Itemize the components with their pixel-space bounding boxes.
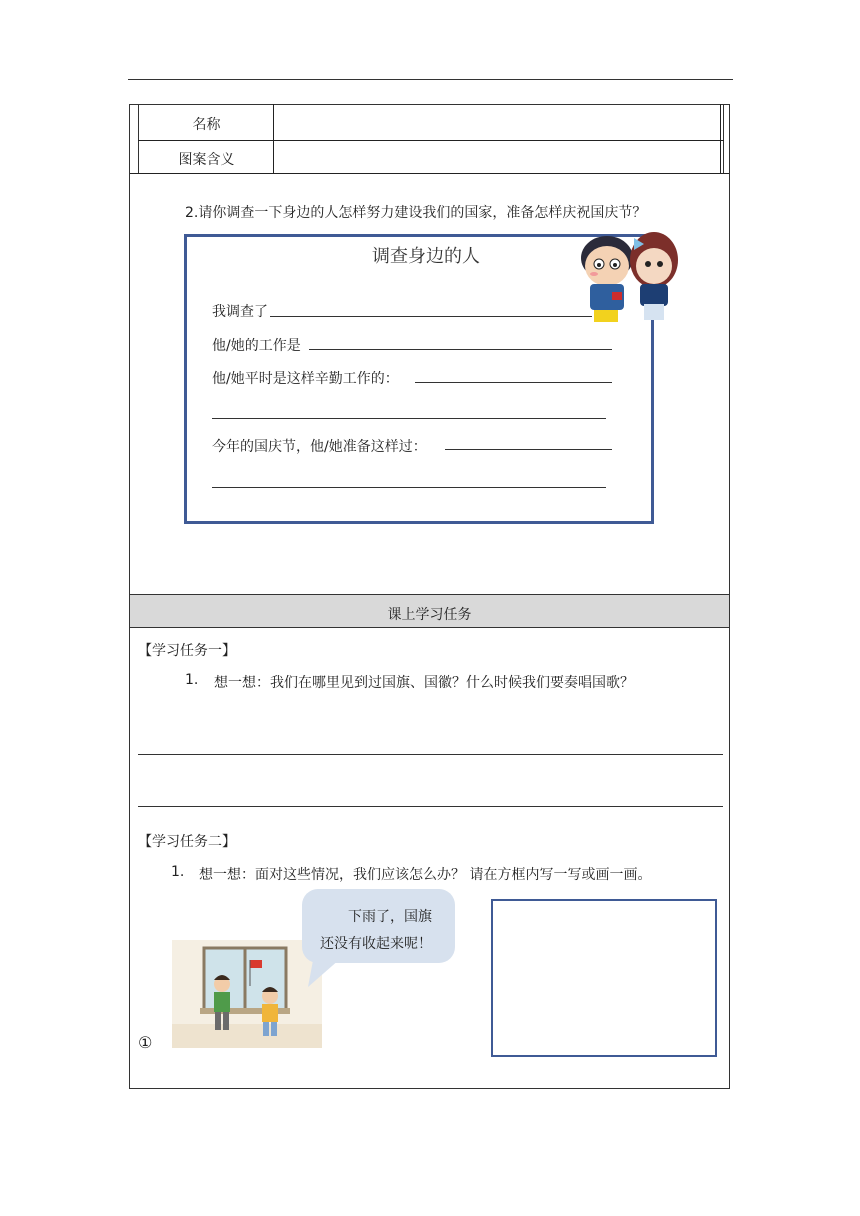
- survey-q4-answer-line[interactable]: [445, 449, 612, 450]
- task-2-heading: 【学习任务二】: [138, 834, 236, 850]
- task-1-answer-line-2[interactable]: [138, 806, 723, 807]
- header-rule: [128, 79, 733, 80]
- task-2-number: 1.: [171, 864, 185, 880]
- rainy-window-illustration: [172, 940, 322, 1048]
- survey-q2-label: 他/她的工作是: [212, 338, 301, 354]
- survey-q2-answer-line[interactable]: [309, 349, 612, 350]
- survey-q3-answer-line-2[interactable]: [212, 418, 606, 419]
- task-1-heading: 【学习任务一】: [138, 643, 236, 659]
- bubble-text-line-2: 还没有收起来呢！: [320, 936, 432, 952]
- bubble-text-line-1: 下雨了，国旗: [348, 909, 432, 925]
- item-marker: ①: [138, 1033, 153, 1052]
- table-column-divider: [273, 104, 274, 173]
- task-2-question: 想一想：面对这些情况，我们应该怎么办？ 请在方框内写一写或画一画。: [199, 867, 652, 883]
- question-2-text: 2.请你调查一下身边的人怎样努力建设我们的国家，准备怎样庆祝国庆节？: [185, 205, 647, 221]
- task-1-answer-line-1[interactable]: [138, 754, 723, 755]
- section-title: 课上学习任务: [387, 607, 472, 623]
- cartoon-children-image: [574, 218, 684, 324]
- name-answer-cell[interactable]: [275, 106, 719, 139]
- meaning-answer-cell[interactable]: [275, 142, 719, 172]
- table-label-name: 名称: [192, 117, 221, 133]
- drawing-answer-box[interactable]: [491, 899, 717, 1057]
- task-1-question: 想一想：我们在哪里见到过国旗、国徽？什么时候我们要奏唱国歌？: [214, 675, 634, 691]
- table-divider: [138, 140, 724, 141]
- survey-q4-label: 今年的国庆节，他/她准备这样过：: [212, 439, 427, 455]
- table-bottom-rule: [130, 173, 729, 174]
- table-label-meaning: 图案含义: [178, 152, 235, 168]
- survey-q1-label: 我调查了: [212, 304, 268, 320]
- table-right-inner-rule: [720, 104, 721, 173]
- survey-q1-answer-line[interactable]: [270, 316, 592, 317]
- survey-q3-answer-line[interactable]: [415, 382, 612, 383]
- survey-title: 调查身边的人: [372, 246, 480, 267]
- task-1-number: 1.: [185, 672, 199, 688]
- survey-q4-answer-line-2[interactable]: [212, 487, 606, 488]
- speech-bubble-tail: [306, 955, 346, 991]
- survey-q3-label: 他/她平时是这样辛勤工作的：: [212, 371, 399, 387]
